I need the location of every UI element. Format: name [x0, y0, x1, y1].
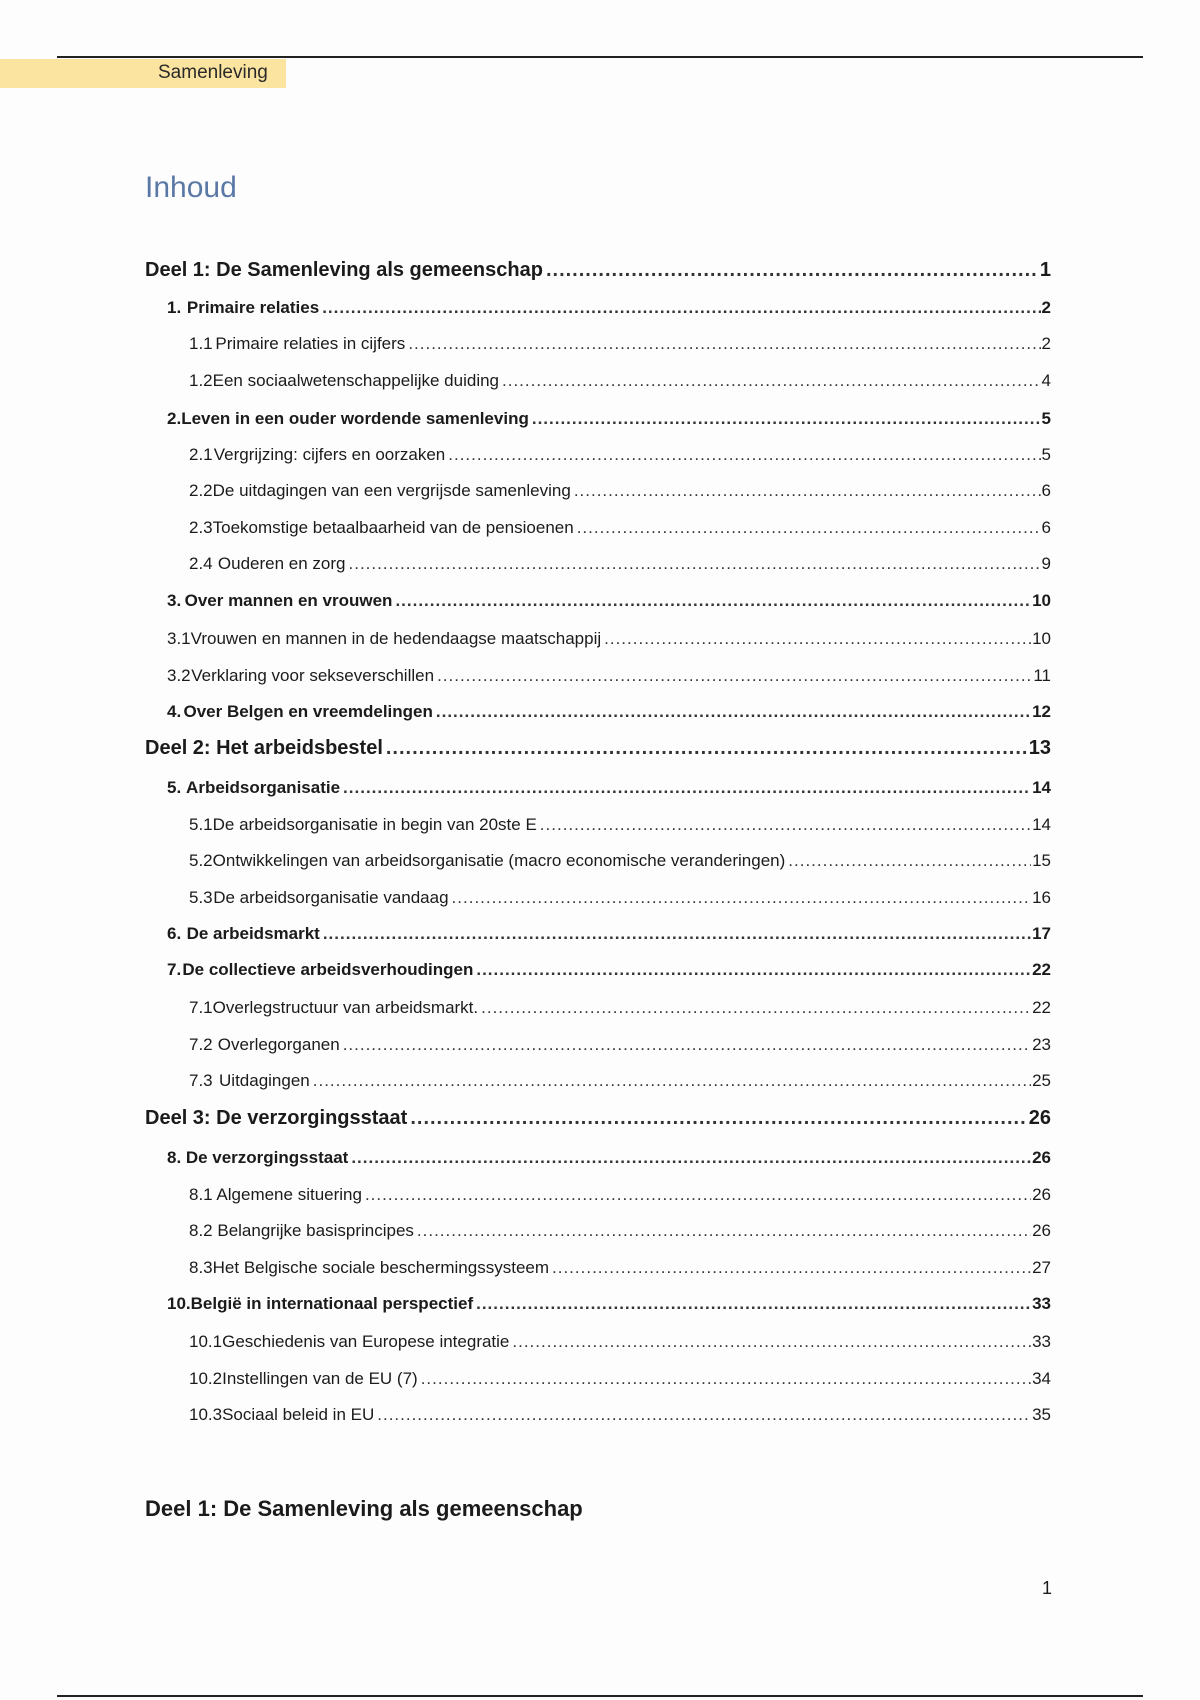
- toc-entry-title: Deel 3: De verzorgingsstaat: [145, 1107, 408, 1129]
- toc-entry-page: 4: [1041, 371, 1051, 390]
- toc-entry[interactable]: [167, 298, 1051, 318]
- toc-entry-title: Ouderen en zorg: [217, 554, 346, 573]
- toc-entry-number: 7.3: [189, 1071, 213, 1090]
- toc-entry-title: Het Belgische sociale beschermingssysteem: [212, 1258, 550, 1277]
- toc-entry-page: 6: [1041, 481, 1051, 500]
- toc-entry-page: 25: [1032, 1071, 1051, 1090]
- toc-entry[interactable]: [189, 1258, 1051, 1278]
- toc-entry-number: 5.3: [189, 888, 213, 907]
- toc-entry-title: De arbeidsorganisatie vandaag: [213, 888, 449, 907]
- toc-entry-page: 26: [1032, 1185, 1051, 1204]
- toc-leader: [540, 815, 1031, 835]
- toc-entry-page: 9: [1041, 554, 1051, 573]
- toc-entry-number: 3.2: [167, 666, 191, 685]
- toc-entry[interactable]: [167, 702, 1051, 722]
- toc-entry-number: 2.4: [189, 554, 213, 573]
- toc-leader: [481, 998, 1031, 1018]
- toc-entry-number: 7.: [167, 960, 182, 979]
- toc-leader: [436, 702, 1031, 722]
- toc-entry-title: Overlegorganen: [217, 1035, 340, 1054]
- toc-entry-number: 2.2: [189, 481, 213, 500]
- toc-entry-number: 1.1: [189, 334, 213, 353]
- toc-entry-page: 5: [1041, 445, 1051, 464]
- toc-leader: [604, 629, 1031, 649]
- toc-entry-page: 2: [1041, 334, 1051, 353]
- toc-entry-title: Primaire relaties in cijfers: [215, 334, 406, 353]
- toc-entry-page: 12: [1032, 702, 1051, 721]
- toc-entry-number: 3.1: [167, 629, 191, 648]
- toc-leader: [349, 554, 1041, 574]
- toc-leader: [410, 1107, 1027, 1130]
- toc-leader: [323, 924, 1031, 944]
- toc-entry[interactable]: [189, 1035, 1051, 1055]
- toc-entry[interactable]: [167, 1148, 1051, 1168]
- toc-entry-title: Deel 1: De Samenleving als gemeenschap: [145, 259, 543, 281]
- toc-entry-page: 35: [1032, 1405, 1051, 1424]
- toc-leader: [421, 1369, 1031, 1389]
- toc-entry[interactable]: [189, 1332, 1051, 1352]
- toc-entry-page: 2: [1041, 298, 1051, 317]
- toc-entry-number: 10.3: [189, 1405, 223, 1424]
- toc-entry[interactable]: [167, 629, 1051, 649]
- toc-entry-page: 10: [1032, 629, 1051, 648]
- toc-entry-title: Overlegstructuur van arbeidsmarkt.: [212, 998, 479, 1017]
- toc-entry[interactable]: [189, 1405, 1051, 1425]
- toc-entry-page: 5: [1041, 409, 1051, 428]
- toc-entry-title: De verzorgingsstaat: [185, 1148, 349, 1167]
- toc-entry[interactable]: [189, 554, 1051, 574]
- toc-leader: [532, 409, 1041, 429]
- toc-entry-page: 6: [1041, 518, 1051, 537]
- toc-leader: [343, 778, 1031, 798]
- toc-entry[interactable]: [189, 851, 1051, 871]
- header-tag: [0, 59, 286, 88]
- header-tag-label: Samenleving: [158, 62, 268, 83]
- toc-entry-title: De collectieve arbeidsverhoudingen: [182, 960, 474, 979]
- toc-leader: [313, 1071, 1031, 1091]
- toc-title: Inhoud: [145, 171, 237, 204]
- toc-entry[interactable]: [189, 1185, 1051, 1205]
- toc-leader: [322, 298, 1040, 318]
- toc-leader: [546, 259, 1039, 282]
- toc-entry-number: 7.2: [189, 1035, 213, 1054]
- toc-entry-title: Primaire relaties: [186, 298, 320, 317]
- toc-leader: [417, 1221, 1031, 1241]
- header-rule: [57, 56, 1143, 58]
- toc-entry-title: Leven in een ouder wordende samenleving: [181, 409, 529, 428]
- toc-entry-number: 1.2: [189, 371, 213, 390]
- toc-entry-title: Geschiedenis van Europese integratie: [222, 1332, 510, 1351]
- toc-entry-page: 16: [1032, 888, 1051, 907]
- toc-entry-title: De arbeidsmarkt: [186, 924, 320, 943]
- toc-entry-page: 11: [1033, 666, 1051, 685]
- toc-leader: [502, 371, 1041, 391]
- toc-entry[interactable]: [167, 778, 1051, 798]
- toc-leader: [476, 1294, 1031, 1314]
- toc-entry-page: 26: [1028, 1107, 1051, 1129]
- toc-entry-number: 1.: [167, 298, 182, 317]
- toc-entry-number: 5.2: [189, 851, 213, 870]
- toc-entry[interactable]: [145, 737, 1051, 760]
- toc-entry-title: Sociaal beleid in EU: [222, 1405, 375, 1424]
- toc-entry[interactable]: [167, 591, 1051, 611]
- toc-entry-number: 4.: [167, 702, 182, 721]
- toc-entry-title: Instellingen van de EU (7): [222, 1369, 418, 1388]
- toc-entry[interactable]: [189, 518, 1051, 538]
- toc-entry-page: 26: [1032, 1221, 1051, 1240]
- toc-leader: [574, 481, 1041, 501]
- toc-entry-page: 14: [1032, 815, 1051, 834]
- toc-entry-number: 2.: [167, 409, 182, 428]
- toc-entry[interactable]: [189, 334, 1051, 354]
- toc-entry-number: 5.: [167, 778, 182, 797]
- toc-entry-page: 14: [1032, 778, 1051, 797]
- toc-entry-title: Deel 2: Het arbeidsbestel: [145, 737, 383, 759]
- toc-entry-title: Vrouwen en mannen in de hedendaagse maatschappij: [190, 629, 602, 648]
- toc-entry-title: De arbeidsorganisatie in begin van 20ste E: [212, 815, 537, 834]
- toc-leader: [386, 737, 1028, 760]
- toc-leader: [577, 518, 1041, 538]
- toc-entry-title: Verklaring voor sekseverschillen: [191, 666, 435, 685]
- toc-leader: [365, 1185, 1031, 1205]
- toc-entry[interactable]: [167, 1294, 1051, 1314]
- toc-entry[interactable]: [145, 259, 1051, 282]
- toc-entry-number: 10.1: [189, 1332, 223, 1351]
- toc-entry-page: 33: [1032, 1294, 1051, 1313]
- toc-entry-number: 8.3: [189, 1258, 213, 1277]
- toc-entry-page: 22: [1032, 998, 1051, 1017]
- toc-entry-page: 26: [1032, 1148, 1051, 1167]
- toc-entry-number: 2.1: [189, 445, 213, 464]
- toc-entry-title: Over mannen en vrouwen: [184, 591, 393, 610]
- toc-entry-title: Uitdagingen: [219, 1071, 310, 1090]
- footer-rule: [57, 1695, 1143, 1697]
- toc-entry-title: Toekomstige betaalbaarheid van de pensioenen: [212, 518, 574, 537]
- toc-entry-page: 13: [1028, 737, 1051, 759]
- toc-entry-page: 17: [1032, 924, 1051, 943]
- toc-leader: [448, 445, 1040, 465]
- toc-entry-title: Vergrijzing: cijfers en oorzaken: [213, 445, 446, 464]
- toc-entry-page: 23: [1032, 1035, 1051, 1054]
- toc-entry-title: Over Belgen en vreemdelingen: [183, 702, 433, 721]
- toc-entry[interactable]: [145, 1107, 1051, 1130]
- toc-entry[interactable]: [189, 1369, 1051, 1389]
- toc-entry-title: Arbeidsorganisatie: [186, 778, 341, 797]
- toc-entry[interactable]: [189, 1221, 1051, 1241]
- toc-entry-number: 8.: [167, 1148, 182, 1167]
- toc-entry[interactable]: [189, 445, 1051, 465]
- toc-entry-page: 27: [1032, 1258, 1051, 1277]
- toc-entry-title: 8.1 Algemene situering: [189, 1185, 362, 1204]
- toc-leader: [476, 960, 1031, 980]
- toc-entry-number: 3.: [167, 591, 182, 610]
- toc-entry-number: 2.3: [189, 518, 213, 537]
- toc-leader: [512, 1332, 1031, 1352]
- toc-entry[interactable]: [189, 888, 1051, 908]
- toc-entry[interactable]: [189, 998, 1051, 1018]
- toc-entry-page: 22: [1032, 960, 1051, 979]
- toc-entry[interactable]: [167, 666, 1051, 686]
- toc-entry[interactable]: [167, 924, 1051, 944]
- page-number: 1: [1042, 1578, 1053, 1598]
- toc-entry-page: 10: [1032, 591, 1051, 610]
- toc-leader: [437, 666, 1032, 686]
- toc-entry[interactable]: [189, 1071, 1051, 1091]
- toc-entry-title: België in internationaal perspectief: [190, 1294, 474, 1313]
- toc-entry-page: 1: [1039, 259, 1051, 281]
- toc-leader: [343, 1035, 1031, 1055]
- toc-entry-page: 15: [1032, 851, 1051, 870]
- toc-leader: [552, 1258, 1031, 1278]
- toc-leader: [452, 888, 1032, 908]
- toc-entry-title: Ontwikkelingen van arbeidsorganisatie (macro economische veranderingen): [212, 851, 786, 870]
- toc-leader: [377, 1405, 1031, 1425]
- toc-leader: [351, 1148, 1031, 1168]
- toc-leader: [788, 851, 1031, 871]
- toc-entry-number: 5.1: [189, 815, 213, 834]
- toc-entry[interactable]: [189, 481, 1051, 501]
- toc-entry-number: 7.1: [189, 998, 213, 1017]
- toc-entry[interactable]: [189, 815, 1051, 835]
- toc-entry[interactable]: [167, 409, 1051, 429]
- toc-leader: [408, 334, 1040, 354]
- toc-entry-title: Een sociaalwetenschappelijke duiding: [212, 371, 500, 390]
- toc-entry-page: 34: [1032, 1369, 1051, 1388]
- toc-leader: [395, 591, 1031, 611]
- toc-entry-title: De uitdagingen van een vergrijsde samenleving: [212, 481, 571, 500]
- toc-entry[interactable]: [189, 371, 1051, 391]
- toc-entry-page: 33: [1032, 1332, 1051, 1351]
- toc-entry-number: 10.2: [189, 1369, 223, 1388]
- toc-entry-number: 6.: [167, 924, 182, 943]
- toc-entry-number: 10.: [167, 1294, 191, 1313]
- toc-entry-title: 8.2 Belangrijke basisprincipes: [189, 1221, 414, 1240]
- section-heading: Deel 1: De Samenleving als gemeenschap: [145, 1496, 583, 1521]
- toc-entry[interactable]: [167, 960, 1051, 980]
